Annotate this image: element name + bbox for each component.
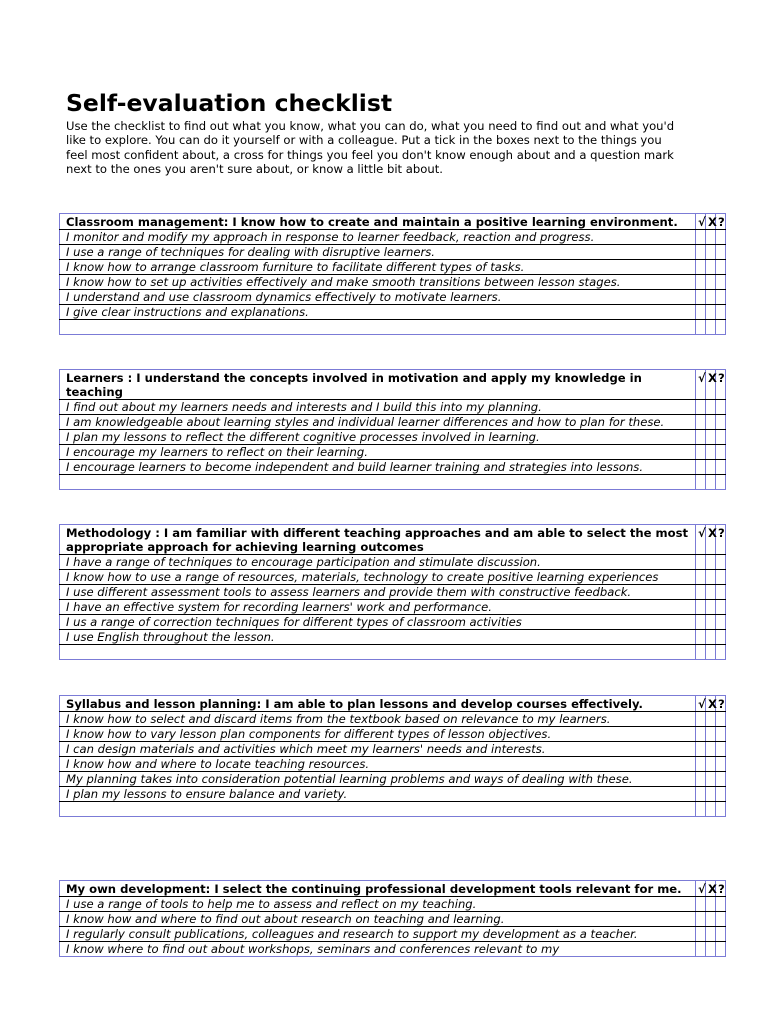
checklist-item: I know how to use a range of resources, materials, technology to create positive learning experiences xyxy=(60,570,696,585)
cross-box[interactable] xyxy=(706,460,716,475)
tick-box[interactable] xyxy=(696,555,706,570)
tick-box[interactable] xyxy=(696,305,706,320)
checklist-row xyxy=(60,772,726,787)
tick-column-header: √ xyxy=(696,696,706,712)
instructions: Use the checklist to find out what you know, what you can do, what you need to find out and what you'd like to explore. You can do it yourself or with a colleague. Put a tick in the boxes next to the things you feel most confident about, a cross for things you feel you don't know enough about and a question mark next to the ones you aren't sure about, or know a little bit about. xyxy=(66,119,675,176)
cross-column-header: X xyxy=(706,525,716,555)
question-box[interactable] xyxy=(716,727,726,742)
checklist-row xyxy=(60,712,726,727)
checklist-row xyxy=(60,445,726,460)
question-box[interactable] xyxy=(716,415,726,430)
checklist-row xyxy=(60,415,726,430)
checklist-item: I know how to vary lesson plan components for different types of lesson objectives. xyxy=(60,727,696,742)
tick-box[interactable] xyxy=(696,615,706,630)
checklist-item: I find out about my learners needs and interests and I build this into my planning. xyxy=(60,400,696,415)
question-box[interactable] xyxy=(716,927,726,942)
cross-box[interactable] xyxy=(706,912,716,927)
question-box[interactable] xyxy=(716,585,726,600)
question-box[interactable] xyxy=(716,912,726,927)
tick-box[interactable] xyxy=(696,260,706,275)
tick-column-header: √ xyxy=(696,525,706,555)
cross-box[interactable] xyxy=(706,927,716,942)
question-box[interactable] xyxy=(716,742,726,757)
section-own-development xyxy=(59,880,726,957)
cross-box[interactable] xyxy=(706,260,716,275)
tick-box[interactable] xyxy=(696,245,706,260)
question-column-header: ? xyxy=(716,214,726,230)
checklist-item: I know how and where to locate teaching resources. xyxy=(60,757,696,772)
question-box[interactable] xyxy=(716,570,726,585)
question-box[interactable] xyxy=(716,787,726,802)
checklist-item: I know how and where to find out about research on teaching and learning. xyxy=(60,912,696,927)
question-column-header: ? xyxy=(716,881,726,897)
checklist-row xyxy=(60,600,726,615)
checklist-item: I know how to set up activities effectively and make smooth transitions between lesson stages. xyxy=(60,275,696,290)
cross-box[interactable] xyxy=(706,585,716,600)
section-learners xyxy=(59,369,726,490)
cross-box[interactable] xyxy=(706,787,716,802)
tick-box[interactable] xyxy=(696,445,706,460)
question-box[interactable] xyxy=(716,305,726,320)
checklist-item: I plan my lessons to reflect the different cognitive processes involved in learning. xyxy=(60,430,696,445)
tick-column-header: √ xyxy=(696,370,706,400)
checklist-row xyxy=(60,260,726,275)
question-column-header: ? xyxy=(716,525,726,555)
checklist-item: I have an effective system for recording learners' work and performance. xyxy=(60,600,696,615)
cross-box[interactable] xyxy=(706,445,716,460)
cross-box[interactable] xyxy=(706,727,716,742)
section-heading: My own development: I select the continuing professional development tools relevant for me. xyxy=(60,881,696,897)
question-column-header: ? xyxy=(716,370,726,400)
cross-box[interactable] xyxy=(706,630,716,645)
question-box[interactable] xyxy=(716,230,726,245)
cross-box[interactable] xyxy=(706,772,716,787)
checklist-row xyxy=(60,927,726,942)
checklist-item: I use different assessment tools to assess learners and provide them with constructive feedback. xyxy=(60,585,696,600)
checklist-row xyxy=(60,742,726,757)
cross-box[interactable] xyxy=(706,757,716,772)
checklist-item: I know how to arrange classroom furniture to facilitate different types of tasks. xyxy=(60,260,696,275)
cross-box[interactable] xyxy=(706,742,716,757)
cross-box[interactable] xyxy=(706,305,716,320)
question-box[interactable] xyxy=(716,942,726,957)
checklist-item: I know how to select and discard items from the textbook based on relevance to my learners. xyxy=(60,712,696,727)
checklist-row xyxy=(60,897,726,912)
question-box[interactable] xyxy=(716,260,726,275)
tick-box[interactable] xyxy=(696,712,706,727)
section-heading: Methodology : I am familiar with different teaching approaches and am able to select the most appropriate approach for achieving learning outcomes xyxy=(60,525,696,555)
checklist-row xyxy=(60,787,726,802)
page-title: Self-evaluation checklist xyxy=(66,89,393,117)
question-box[interactable] xyxy=(716,555,726,570)
cross-box[interactable] xyxy=(706,555,716,570)
tick-box[interactable] xyxy=(696,570,706,585)
tick-box[interactable] xyxy=(696,430,706,445)
tick-box[interactable] xyxy=(696,275,706,290)
cross-box[interactable] xyxy=(706,570,716,585)
section-heading: Learners : I understand the concepts involved in motivation and apply my knowledge in teaching xyxy=(60,370,696,400)
blank-row xyxy=(60,320,726,335)
tick-box[interactable] xyxy=(696,772,706,787)
checklist-row xyxy=(60,555,726,570)
checklist-item: I plan my lessons to ensure balance and variety. xyxy=(60,787,696,802)
checklist-item: I use a range of techniques for dealing with disruptive learners. xyxy=(60,245,696,260)
tick-box[interactable] xyxy=(696,290,706,305)
tick-column-header: √ xyxy=(696,881,706,897)
section-classroom-management xyxy=(59,213,726,335)
cross-box[interactable] xyxy=(706,942,716,957)
checklist-item: I have a range of techniques to encourage participation and stimulate discussion. xyxy=(60,555,696,570)
cross-box[interactable] xyxy=(706,600,716,615)
checklist-row xyxy=(60,570,726,585)
checklist-row xyxy=(60,630,726,645)
checklist-item: I understand and use classroom dynamics effectively to motivate learners. xyxy=(60,290,696,305)
tick-box[interactable] xyxy=(696,942,706,957)
question-column-header: ? xyxy=(716,696,726,712)
question-box[interactable] xyxy=(716,275,726,290)
checklist-item: I am knowledgeable about learning styles and individual learner differences and how to plan for these. xyxy=(60,415,696,430)
checklist-row xyxy=(60,727,726,742)
cross-box[interactable] xyxy=(706,230,716,245)
cross-box[interactable] xyxy=(706,415,716,430)
cross-column-header: X xyxy=(706,696,716,712)
checklist-row xyxy=(60,460,726,475)
checklist-item: My planning takes into consideration potential learning problems and ways of dealing with these. xyxy=(60,772,696,787)
cross-column-header: X xyxy=(706,214,716,230)
question-box[interactable] xyxy=(716,600,726,615)
cross-box[interactable] xyxy=(706,712,716,727)
cross-box[interactable] xyxy=(706,290,716,305)
cross-column-header: X xyxy=(706,881,716,897)
checklist-item: I give clear instructions and explanations. xyxy=(60,305,696,320)
tick-box[interactable] xyxy=(696,787,706,802)
question-box[interactable] xyxy=(716,245,726,260)
tick-box[interactable] xyxy=(696,630,706,645)
question-box[interactable] xyxy=(716,460,726,475)
tick-box[interactable] xyxy=(696,757,706,772)
question-box[interactable] xyxy=(716,290,726,305)
checklist-item: I us a range of correction techniques for different types of classroom activities xyxy=(60,615,696,630)
tick-box[interactable] xyxy=(696,415,706,430)
question-box[interactable] xyxy=(716,630,726,645)
checklist-row xyxy=(60,245,726,260)
question-box[interactable] xyxy=(716,772,726,787)
checklist-row xyxy=(60,230,726,245)
cross-box[interactable] xyxy=(706,897,716,912)
cross-column-header: X xyxy=(706,370,716,400)
checklist-item: I use English throughout the lesson. xyxy=(60,630,696,645)
question-box[interactable] xyxy=(716,712,726,727)
checklist-item: I encourage my learners to reflect on their learning. xyxy=(60,445,696,460)
tick-column-header: √ xyxy=(696,214,706,230)
tick-box[interactable] xyxy=(696,897,706,912)
checklist-row xyxy=(60,615,726,630)
section-methodology xyxy=(59,524,726,660)
checklist-item: I can design materials and activities which meet my learners' needs and interests. xyxy=(60,742,696,757)
checklist-row xyxy=(60,290,726,305)
checklist-item: I use a range of tools to help me to assess and reflect on my teaching. xyxy=(60,897,696,912)
section-syllabus-lesson-planning xyxy=(59,695,726,817)
tick-box[interactable] xyxy=(696,927,706,942)
checklist-item: I know where to find out about workshops, seminars and conferences relevant to my xyxy=(60,942,696,957)
checklist-row xyxy=(60,275,726,290)
tick-box[interactable] xyxy=(696,727,706,742)
checklist-item: I regularly consult publications, colleagues and research to support my development as a teacher. xyxy=(60,927,696,942)
checklist-row xyxy=(60,400,726,415)
checklist-row xyxy=(60,305,726,320)
cross-box[interactable] xyxy=(706,615,716,630)
question-box[interactable] xyxy=(716,430,726,445)
section-heading: Syllabus and lesson planning: I am able to plan lessons and develop courses effectively. xyxy=(60,696,696,712)
question-box[interactable] xyxy=(716,445,726,460)
cross-box[interactable] xyxy=(706,245,716,260)
checklist-item: I monitor and modify my approach in response to learner feedback, reaction and progress. xyxy=(60,230,696,245)
question-box[interactable] xyxy=(716,615,726,630)
blank-row xyxy=(60,645,726,660)
tick-box[interactable] xyxy=(696,742,706,757)
tick-box[interactable] xyxy=(696,460,706,475)
blank-row xyxy=(60,475,726,490)
tick-box[interactable] xyxy=(696,400,706,415)
checklist-row xyxy=(60,757,726,772)
checklist-row xyxy=(60,942,726,957)
checklist-row xyxy=(60,430,726,445)
checklist-row xyxy=(60,585,726,600)
checklist-row xyxy=(60,912,726,927)
tick-box[interactable] xyxy=(696,600,706,615)
section-heading: Classroom management: I know how to create and maintain a positive learning environment. xyxy=(60,214,696,230)
tick-box[interactable] xyxy=(696,585,706,600)
question-box[interactable] xyxy=(716,400,726,415)
tick-box[interactable] xyxy=(696,912,706,927)
cross-box[interactable] xyxy=(706,275,716,290)
cross-box[interactable] xyxy=(706,400,716,415)
tick-box[interactable] xyxy=(696,230,706,245)
checklist-item: I encourage learners to become independent and build learner training and strategies into lessons. xyxy=(60,460,696,475)
blank-row xyxy=(60,802,726,817)
cross-box[interactable] xyxy=(706,430,716,445)
question-box[interactable] xyxy=(716,757,726,772)
question-box[interactable] xyxy=(716,897,726,912)
